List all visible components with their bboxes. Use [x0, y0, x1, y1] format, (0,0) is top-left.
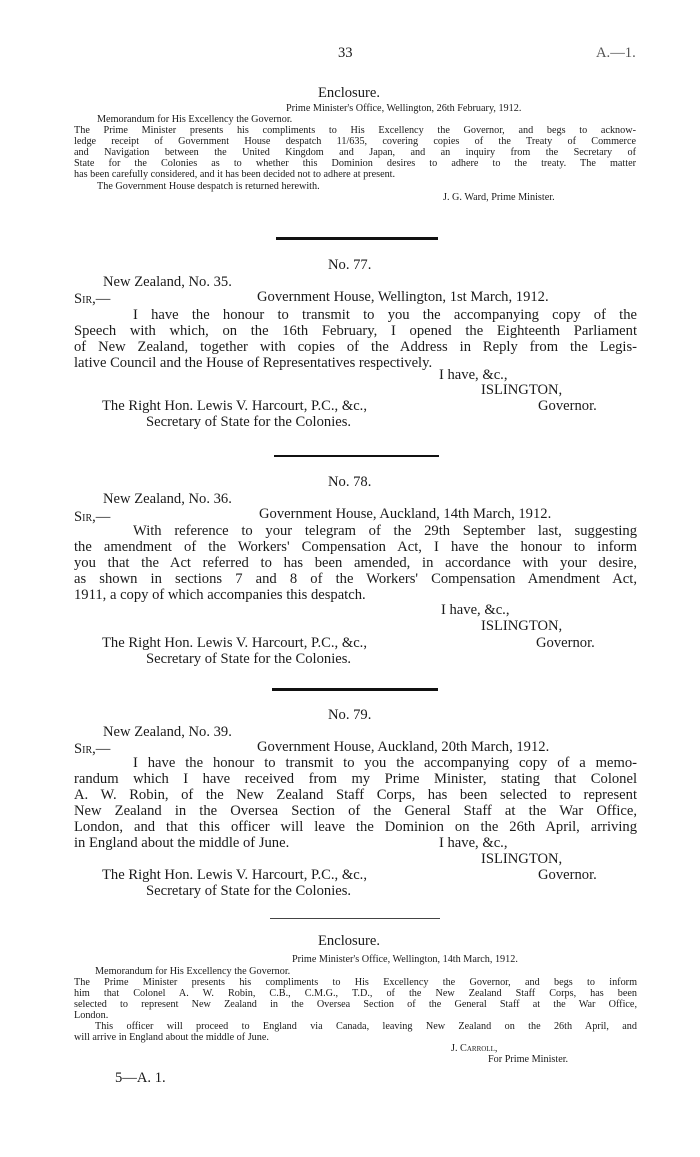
despatch-line: New Zealand in the Oversea Section of the General Staff at the War Office,	[74, 803, 637, 819]
despatch-place-date: Government House, Auckland, 20th March, 1912.	[257, 739, 550, 755]
despatch-line: I have the honour to transmit to you the accompanying copy of a memo-	[133, 755, 637, 771]
salutation: Sir,—	[74, 741, 111, 757]
despatch-line: the amendment of the Workers' Compensation Act, I have the honour to inform	[74, 539, 637, 555]
despatch-line: lative Council and the House of Representatives respectively.	[74, 355, 433, 371]
section-divider	[272, 688, 438, 691]
enclosure-office-date: Prime Minister's Office, Wellington, 14th March, 1912.	[292, 954, 518, 965]
sender-title: Governor.	[536, 635, 595, 651]
despatch-place-date: Government House, Auckland, 14th March, 1912.	[259, 506, 552, 522]
despatch-line: With reference to your telegram of the 29th September last, suggesting	[133, 523, 637, 539]
enclosure-line: him that Colonel A. W. Robin, C.B., C.M.G., T.D., of the New Zealand Staff Corps, has been	[74, 988, 637, 999]
enclosure-line: and Navigation between the United Kingdom and Japan, and an inquiry from the Secretary of	[74, 147, 636, 158]
salutation: Sir,—	[74, 291, 111, 307]
sender-name: ISLINGTON,	[481, 851, 563, 867]
despatch-line: as shown in sections 7 and 8 of the Workers' Compensation Amendment Act,	[74, 571, 637, 587]
enclosure-office-date: Prime Minister's Office, Wellington, 26th February, 1912.	[286, 103, 522, 114]
section-divider	[274, 455, 439, 457]
despatch-line: of New Zealand, together with copies of the Address in Reply from the Legis-	[74, 339, 637, 355]
recipient-name: The Right Hon. Lewis V. Harcourt, P.C., &c.,	[102, 398, 367, 414]
enclosure-line: selected to represent New Zealand in the Oversea Section of the General Staff at the War Office,	[74, 999, 637, 1010]
despatch-line: randum which I have received from my Prime Minister, stating that Colonel	[74, 771, 637, 787]
despatch-line: Speech with which, on the 16th February, I opened the Eighteenth Parliament	[74, 323, 637, 339]
despatch-line: 1911, a copy of which accompanies this despatch.	[74, 587, 366, 603]
enclosure-line: has been carefully considered, and it has been decided not to adhere at present.	[74, 169, 396, 180]
memorandum-to: Memorandum for His Excellency the Governor.	[95, 966, 291, 977]
recipient-name: The Right Hon. Lewis V. Harcourt, P.C., &c.,	[102, 635, 367, 651]
despatch-line: London, and that this officer will leave the Dominion on the 26th April, arriving	[74, 819, 637, 835]
recipient-role: Secretary of State for the Colonies.	[146, 414, 352, 430]
enclosure-line: London.	[74, 1010, 109, 1021]
enclosure-heading: Enclosure.	[318, 85, 381, 101]
salutation: Sir,—	[74, 509, 111, 525]
section-divider	[270, 918, 440, 919]
despatch-place-date: Government House, Wellington, 1st March, 1912.	[257, 289, 549, 305]
despatch-nz-number: New Zealand, No. 36.	[103, 491, 232, 507]
enclosure-line: ledge receipt of Government House despatch 11/635, covering copies of the Treaty of Commerce	[74, 136, 636, 147]
sender-name: ISLINGTON,	[481, 618, 563, 634]
enclosure-line: The Prime Minister presents his compliments to His Excellency the Governor, and begs to acknow-	[74, 125, 636, 136]
enclosure-heading: Enclosure.	[318, 933, 381, 949]
enclosure-line: This officer will proceed to England via Canada, leaving New Zealand on the 26th April, and	[95, 1021, 637, 1032]
recipient-role: Secretary of State for the Colonies.	[146, 883, 352, 899]
despatch-line: A. W. Robin, of the New Zealand Staff Corps, has been selected to represent	[74, 787, 637, 803]
despatch-line: I have the honour to transmit to you the accompanying copy of the	[133, 307, 637, 323]
sender-name: ISLINGTON,	[481, 382, 563, 398]
enclosure-line: The Prime Minister presents his compliments to His Excellency the Governor, and begs to inform	[74, 977, 637, 988]
closing: I have, &c.,	[439, 367, 508, 383]
enclosure-returned: The Government House despatch is returned herewith.	[97, 181, 320, 192]
despatch-number: No. 79.	[328, 707, 372, 723]
enclosure-signature-name: J. Carroll,	[451, 1043, 498, 1054]
page-number: 33	[338, 45, 353, 61]
despatch-nz-number: New Zealand, No. 39.	[103, 724, 232, 740]
despatch-number: No. 77.	[328, 257, 372, 273]
despatch-number: No. 78.	[328, 474, 372, 490]
despatch-line: in England about the middle of June.	[74, 835, 290, 851]
despatch-line: you that the Act referred to has been amended, in accordance with your desire,	[74, 555, 637, 571]
recipient-name: The Right Hon. Lewis V. Harcourt, P.C., &c.,	[102, 867, 367, 883]
enclosure-signature-role: For Prime Minister.	[488, 1054, 569, 1065]
enclosure-signature: J. G. Ward, Prime Minister.	[443, 192, 555, 203]
enclosure-line: State for the Colonies as to whether this Dominion desires to adhere to the treaty. The matter	[74, 158, 636, 169]
enclosure-line: will arrive in England about the middle of June.	[74, 1032, 269, 1043]
sender-title: Governor.	[538, 867, 597, 883]
sender-title: Governor.	[538, 398, 597, 414]
closing: I have, &c.,	[439, 835, 508, 851]
recipient-role: Secretary of State for the Colonies.	[146, 651, 352, 667]
closing: I have, &c.,	[441, 602, 510, 618]
sheet-signature-mark: 5—A. 1.	[115, 1070, 166, 1086]
despatch-nz-number: New Zealand, No. 35.	[103, 274, 232, 290]
memorandum-to: Memorandum for His Excellency the Governor.	[97, 114, 293, 125]
page-reference: A.—1.	[596, 45, 636, 61]
section-divider	[276, 237, 438, 240]
